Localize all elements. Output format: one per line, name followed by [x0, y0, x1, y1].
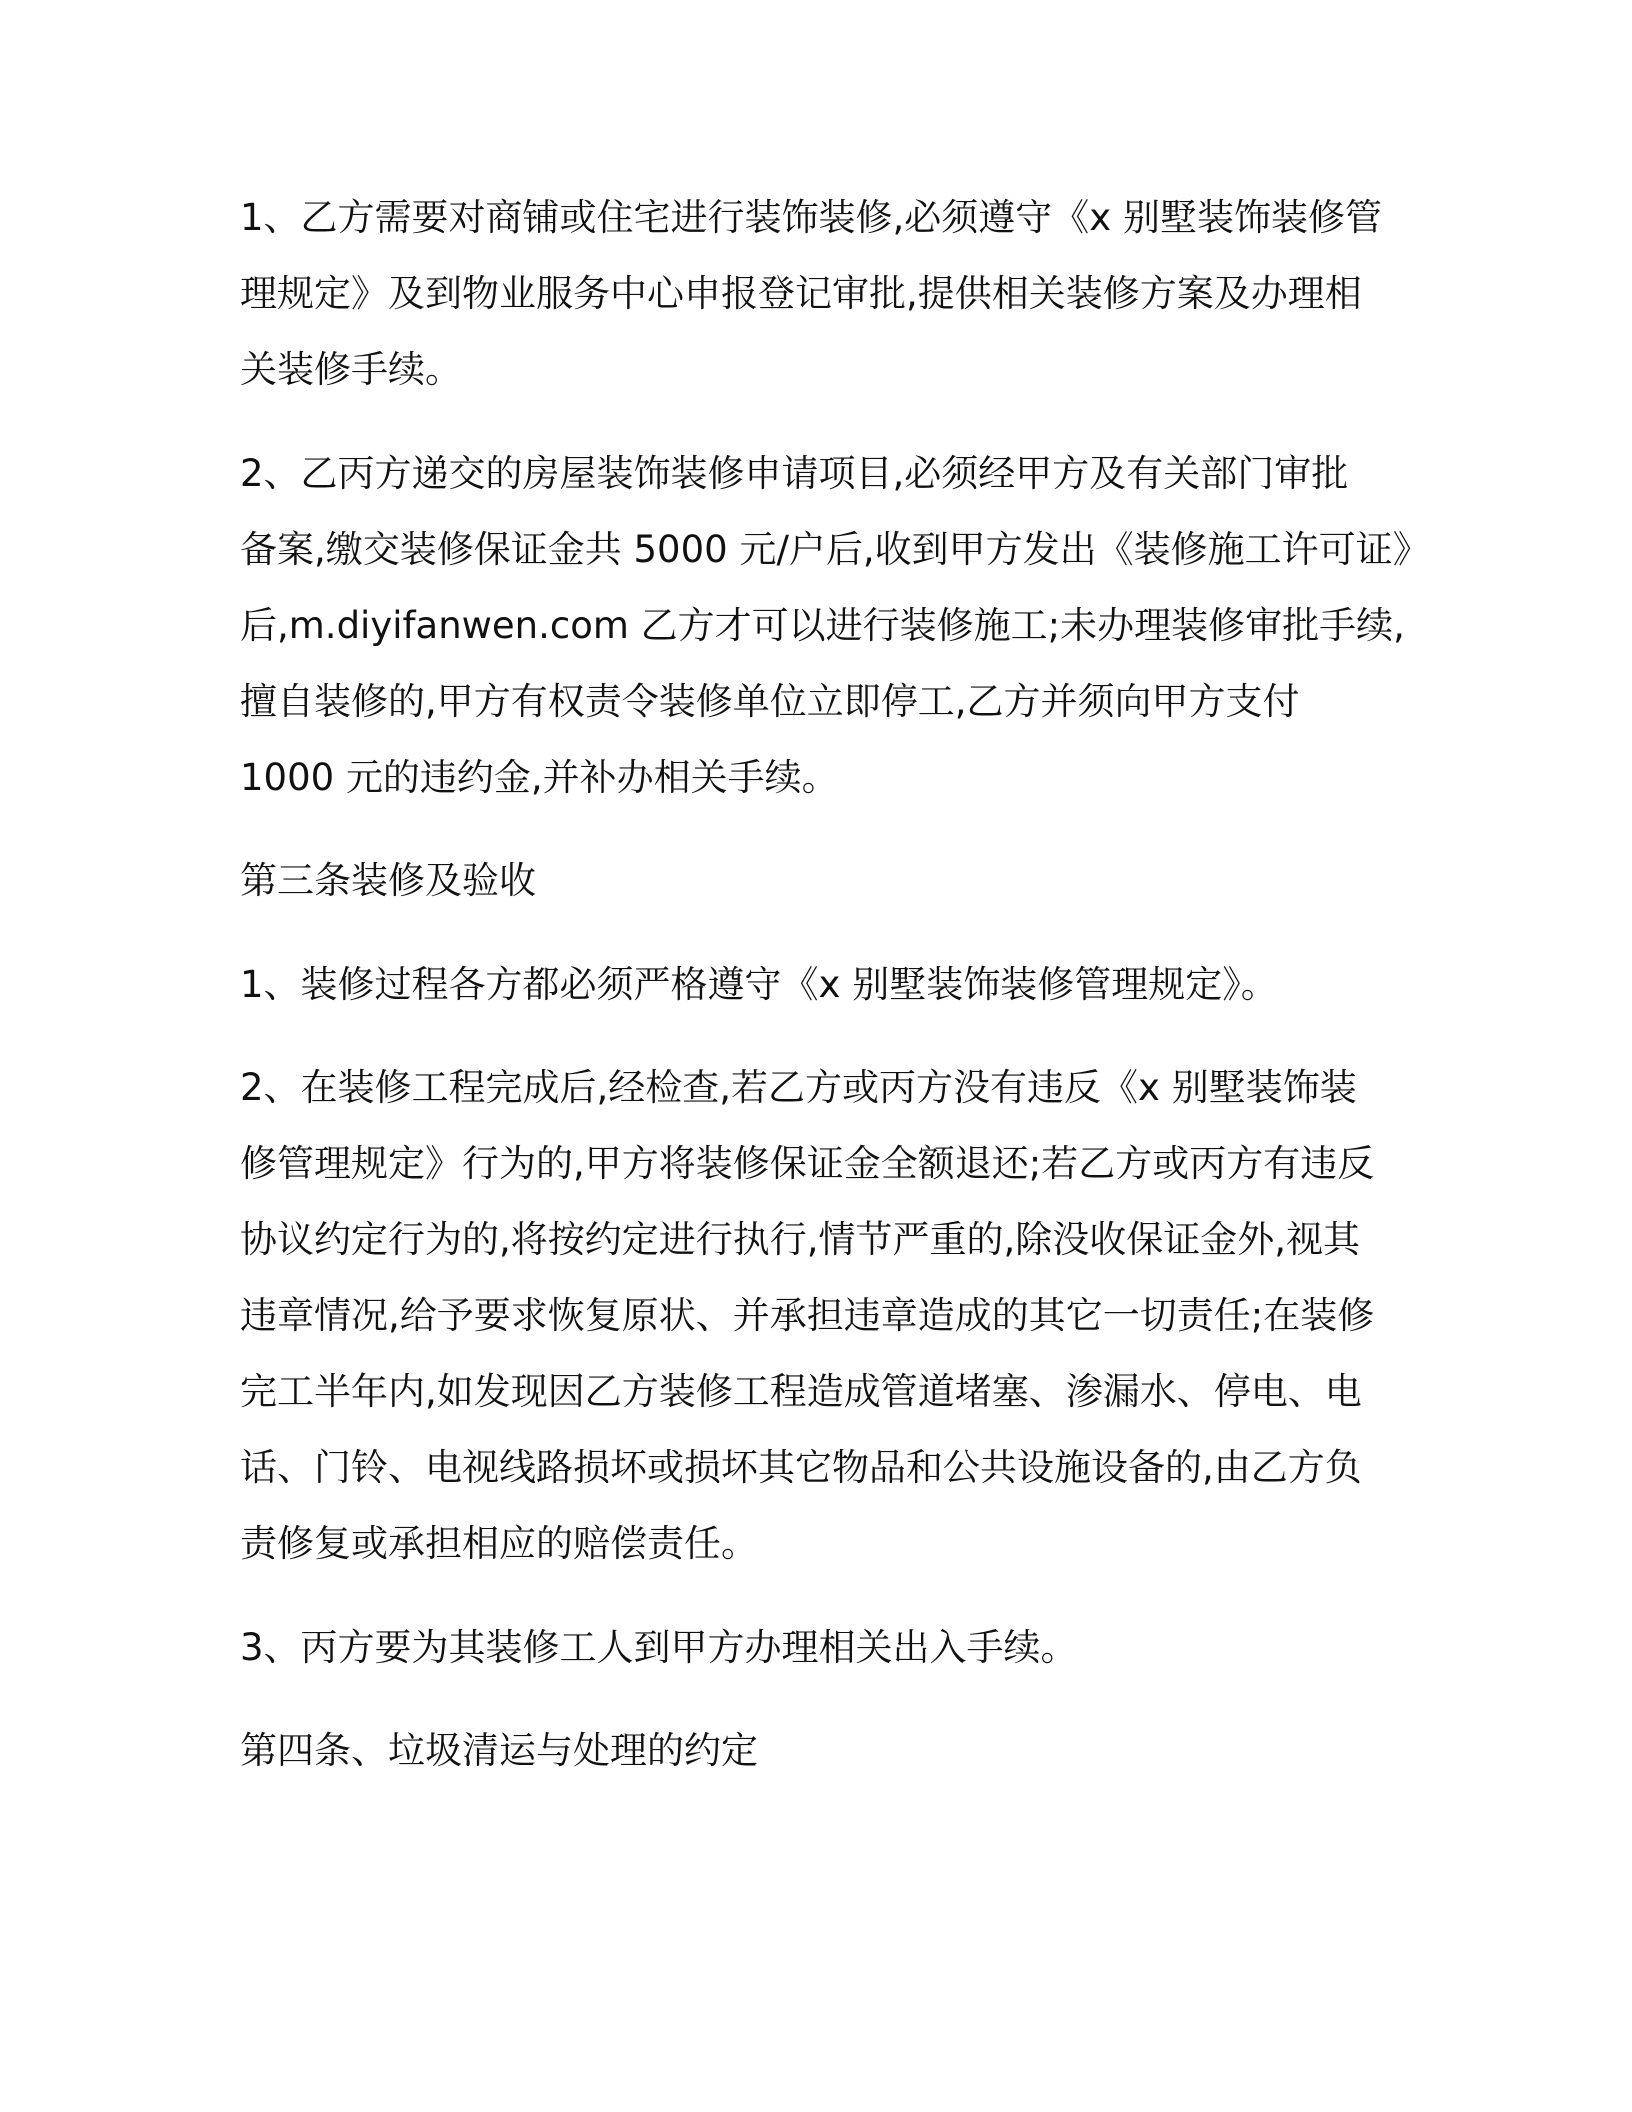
clause-3-2-line-7: 责修复或承担相应的赔偿责任。 — [240, 1522, 758, 1565]
article-4-heading: 第四条、垃圾清运与处理的约定 — [240, 1729, 758, 1772]
clause-2-2-line-5: 1000 元的违约金,并补办相关手续。 — [240, 756, 839, 799]
clause-2-2-line-2: 备案,缴交装修保证金共 5000 元/户后,收到甲方发出《装修施工许可证》 — [240, 528, 1430, 571]
clause-2-2-line-1: 2、乙丙方递交的房屋装饰装修申请项目,必须经甲方及有关部门审批 — [240, 452, 1349, 495]
article-3-heading: 第三条装修及验收 — [240, 859, 536, 902]
clause-3-2-line-6: 话、门铃、电视线路损坏或损坏其它物品和公共设施设备的,由乙方负 — [240, 1446, 1362, 1489]
clause-3-1-line-1: 1、装修过程各方都必须严格遵守《x 别墅装饰装修管理规定》。 — [240, 963, 1278, 1006]
clause-3-2-line-4: 违章情况,给予要求恢复原状、并承担违章造成的其它一切责任;在装修 — [240, 1294, 1375, 1337]
clause-3-2-line-1: 2、在装修工程完成后,经检查,若乙方或丙方没有违反《x 别墅装饰装 — [240, 1066, 1357, 1109]
clause-3-2-line-2: 修管理规定》行为的,甲方将装修保证金全额退还;若乙方或丙方有违反 — [240, 1142, 1375, 1185]
clause-2-1-line-2: 理规定》及到物业服务中心申报登记审批,提供相关装修方案及办理相 — [240, 272, 1362, 315]
clause-2-2-line-3: 后,m.diyifanwen.com 乙方才可以进行装修施工;未办理装修审批手续, — [240, 604, 1405, 647]
clause-2-1-line-1: 1、乙方需要对商铺或住宅进行装饰装修,必须遵守《x 别墅装饰装修管 — [240, 196, 1382, 239]
clause-3-3-line-1: 3、丙方要为其装修工人到甲方办理相关出入手续。 — [240, 1626, 1078, 1669]
clause-3-2-line-5: 完工半年内,如发现因乙方装修工程造成管道堵塞、渗漏水、停电、电 — [240, 1370, 1362, 1413]
clause-2-2-line-4: 擅自装修的,甲方有权责令装修单位立即停工,乙方并须向甲方支付 — [240, 680, 1300, 723]
clause-3-2-line-3: 协议约定行为的,将按约定进行执行,情节严重的,除没收保证金外,视其 — [240, 1218, 1361, 1261]
clause-2-1-line-3: 关装修手续。 — [240, 348, 462, 391]
